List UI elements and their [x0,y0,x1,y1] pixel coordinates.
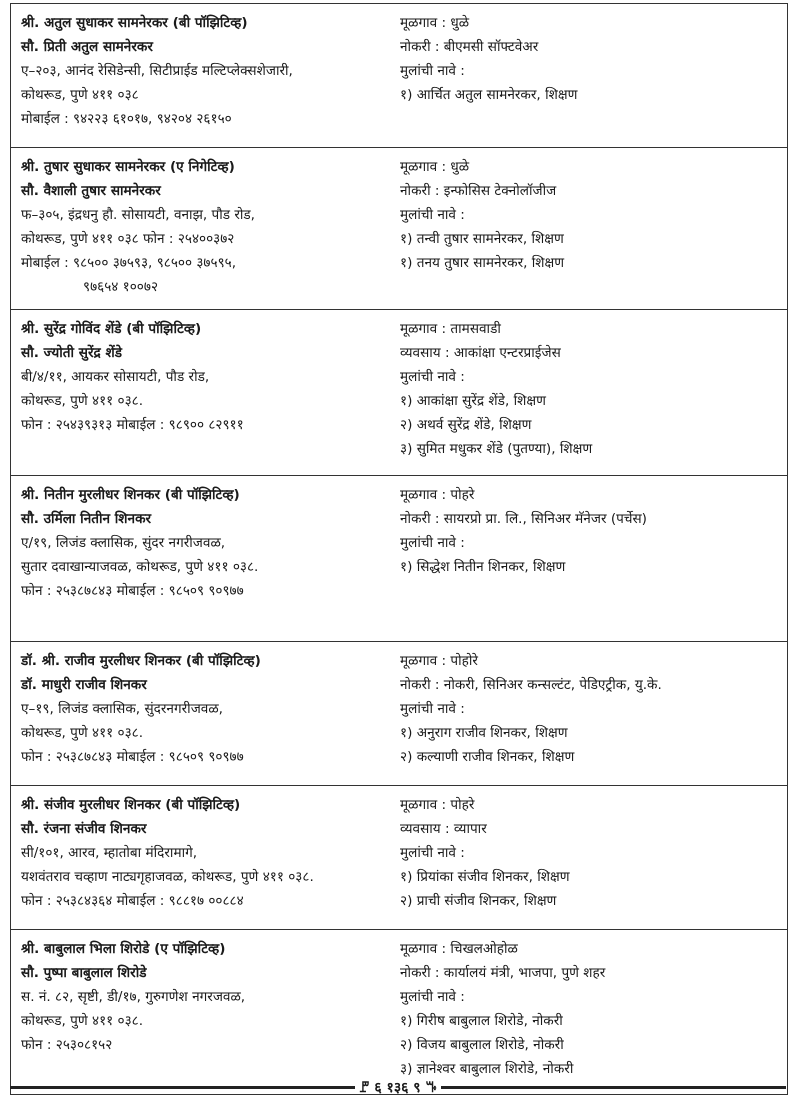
family-details [11,649,399,785]
child-item: २) विजय बाबुलाल शिरोडे, नोकरी [400,1037,564,1053]
address-line: ए–२०३, आनंद रेसिडेन्सी, सिटीप्राईड मल्टिप्लेक्सशेजारी, [21,63,293,79]
footer-rule-left [10,1086,355,1089]
native-occupation-children [399,937,787,1094]
address-line: फोन : २५३०८१५२ [21,1037,113,1053]
address-line: कोथरूड, पुणे ४११ ०३८. [21,725,144,741]
info-line: नोकरी : बीएमसी सॉफ्टवेअर [400,39,539,55]
info-line: मुलांची नावे : [400,701,465,717]
native-occupation-children [399,483,787,641]
page-number-text: ६ १३६ ९ [374,1079,421,1096]
info-line: नोकरी : इन्फोसिस टेक्नोलॉजीज [400,183,557,199]
address-line: ए–१९, लिजंड क्लासिक, सुंदरनगरीजवळ, [21,701,223,717]
member-name: सौ. वैशाली तुषार सामनेरकर [21,183,161,199]
member-name: श्री. संजीव मुरलीधर शिनकर (बी पॉझिटिव्ह) [21,797,241,813]
address-line: फ–३०५, इंद्रधनु हौ. सोसायटी, वनाझ, पौड रोड, [21,207,255,223]
child-item: १) आकांक्षा सुरेंद्र शेंडे, शिक्षण [400,393,546,409]
address-line: कोथरूड, पुणे ४११ ०३८. [21,1013,144,1029]
member-name: श्री. अतुल सुधाकर सामनेरकर (बी पॉझिटिव्ह) [21,15,248,31]
member-name: श्री. सुरेंद्र गोविंद शेंडे (बी पॉझिटिव्ह) [21,321,202,337]
child-item: ३) ज्ञानेश्वर बाबुलाल शिरोडे, नोकरी [400,1061,574,1077]
address-line: फोन : २५३८७८४३ मोबाईल : ९८५०९ ९०९७७ [21,749,244,765]
info-line: व्यवसाय : आकांक्षा एन्टरप्राईजेस [400,345,561,361]
child-item: १) अनुराग राजीव शिनकर, शिक्षण [400,725,568,741]
info-line: व्यवसाय : व्यापार [400,821,487,837]
info-line: मुलांची नावे : [400,207,465,223]
child-item: १) आर्चित अतुल सामनेरकर, शिक्षण [400,87,578,103]
directory-entry [11,930,787,1094]
child-item: १) तनय तुषार सामनेरकर, शिक्षण [400,255,565,271]
member-name: श्री. बाबुलाल भिला शिरोडे (ए पॉझिटिव्ह) [21,941,226,957]
info-line: मूळगाव : पोहरे [400,797,475,813]
address-line: स. नं. ८२, सृष्टी, डी/१७, गुरुगणेश नगरजवळ, [21,989,246,1005]
address-line: फोन : २५३८७८४३ मोबाईल : ९८५०९ ९०९७७ [21,583,244,599]
family-details [11,11,399,147]
info-line: मुलांची नावे : [400,63,465,79]
info-line: नोकरी : कार्यालयं मंत्री, भाजपा, पुणे शहर [400,965,606,981]
address-line: फोन : २५३८४३६४ मोबाईल : ९८८१७ ००८८४ [21,893,244,909]
address-line: फोन : २५४३९३१३ मोबाईल : ९८९०० ८२९११ [21,417,244,433]
member-name: श्री. नितीन मुरलीधर शिनकर (बी पॉझिटिव्ह) [21,487,240,503]
info-line: मूळगाव : धुळे [400,159,470,175]
address-line: मोबाईल : ९४२२३ ६१०१७, ९४२०४ २६१५० [21,111,232,127]
footer-ornament-left: ꘝ [359,1079,370,1096]
address-line: कोथरूड, पुणे ४११ ०३८. [21,393,144,409]
info-line: नोकरी : सायरप्रो प्रा. लि., सिनिअर मॅनेजर (पर्चेस) [400,511,647,527]
directory-frame [10,3,788,1095]
member-name: सौ. ज्योती सुरेंद्र शेंडे [21,345,123,361]
family-details [11,317,399,475]
family-details [11,937,399,1094]
member-name: सौ. उर्मिला नितीन शिनकर [21,511,152,527]
info-line: मुलांची नावे : [400,845,465,861]
address-line: कोथरूड, पुणे ४११ ०३८ [21,87,139,103]
address-line: सी/१०१, आरव, म्हातोबा मंदिरामागे, [21,845,198,861]
native-occupation-children [399,11,787,147]
child-item: २) प्राची संजीव शिनकर, शिक्षण [400,893,557,909]
family-details [11,483,399,641]
footer-ornament-right: ꘞ [425,1079,437,1096]
child-item: १) तन्वी तुषार सामनेरकर, शिक्षण [400,231,564,247]
native-occupation-children [399,793,787,929]
child-item: १) प्रियांका संजीव शिनकर, शिक्षण [400,869,570,885]
member-name: सौ. पुष्पा बाबुलाल शिरोडे [21,965,147,981]
directory-entry [11,642,787,786]
page-number [355,1078,441,1097]
member-name: डॉ. माधुरी राजीव शिनकर [21,677,147,693]
address-line: कोथरूड, पुणे ४११ ०३८ फोन : २५४००३७२ [21,231,235,247]
address-line: ९७६५४ १००७२ [83,279,159,295]
footer-rule-right [441,1086,786,1089]
address-line: सुतार दवाखान्याजवळ, कोथरूड, पुणे ४११ ०३८. [21,559,259,575]
info-line: मूळगाव : धुळे [400,15,470,31]
child-item: २) कल्याणी राजीव शिनकर, शिक्षण [400,749,575,765]
address-line: ए/१९, लिजंड क्लासिक, सुंदर नगरीजवळ, [21,535,226,551]
child-item: १) सिद्धेश नितीन शिनकर, शिक्षण [400,559,566,575]
child-item: ३) सुमित मधुकर शेंडे (पुतण्या), शिक्षण [400,441,593,457]
directory-entry [11,476,787,642]
native-occupation-children [399,155,787,309]
info-line: मुलांची नावे : [400,369,465,385]
family-details [11,793,399,929]
member-name: श्री. तुषार सुधाकर सामनेरकर (ए निगेटिव्ह) [21,159,235,175]
child-item: १) गिरीष बाबुलाल शिरोडे, नोकरी [400,1013,563,1029]
child-item: २) अथर्व सुरेंद्र शेंडे, शिक्षण [400,417,532,433]
info-line: मूळगाव : पोहरे [400,487,475,503]
directory-entry [11,310,787,476]
address-line: मोबाईल : ९८५०० ३७५९३, ९८५०० ३७५९५, [21,255,237,271]
info-line: मुलांची नावे : [400,535,465,551]
info-line: मूळगाव : तामसवाडी [400,321,501,337]
member-name: सौ. रंजना संजीव शिनकर [21,821,147,837]
directory-entry [11,148,787,310]
page-footer [10,1076,786,1098]
info-line: नोकरी : नोकरी, सिनिअर कन्सल्टंट, पेडिएट्रीक, यु.के. [400,677,662,693]
native-occupation-children [399,317,787,475]
directory-entry [11,786,787,930]
address-line: बी/४/११, आयकर सोसायटी, पौड रोड, [21,369,210,385]
address-line: यशवंतराव चव्हाण नाट्यगृहाजवळ, कोथरूड, पुणे ४११ ०३८. [21,869,314,885]
directory-entry [11,4,787,148]
info-line: मूळगाव : चिखलओहोळ [400,941,518,957]
info-line: मूळगाव : पोहोरे [400,653,478,669]
native-occupation-children [399,649,787,785]
info-line: मुलांची नावे : [400,989,465,1005]
member-name: डॉ. श्री. राजीव मुरलीधर शिनकर (बी पॉझिटिव्ह) [21,653,261,669]
member-name: सौ. प्रिती अतुल सामनेरकर [21,39,153,55]
family-details [11,155,399,309]
